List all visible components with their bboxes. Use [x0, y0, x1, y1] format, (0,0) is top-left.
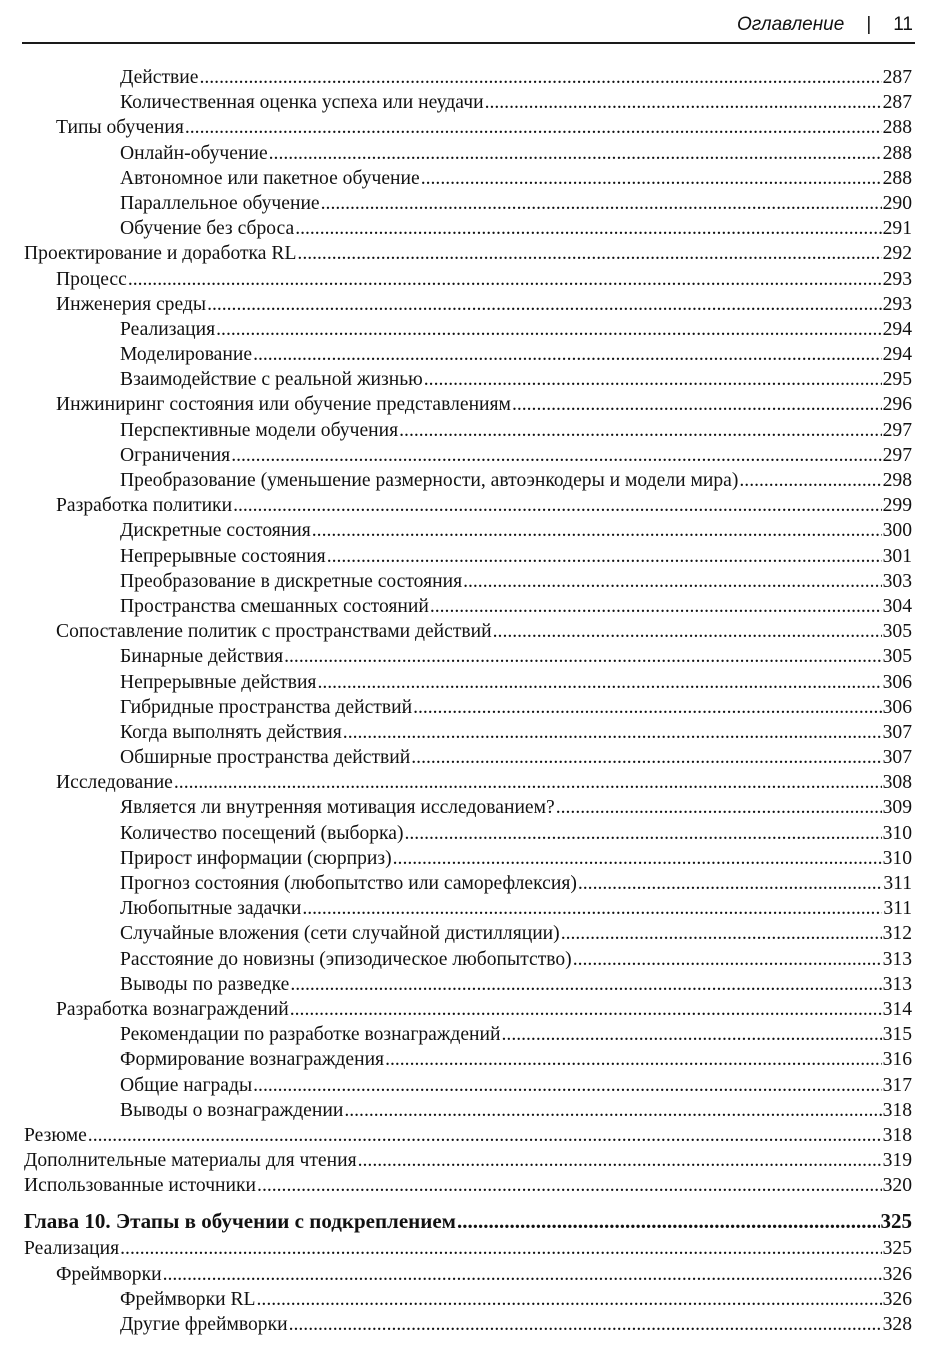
- toc-entry: [24, 342, 912, 367]
- dot-leader: [312, 518, 882, 543]
- toc-entry-label: Преобразование (уменьшение размерности, автоэнкодеры и модели мира): [120, 470, 739, 491]
- toc-entry-label: Параллельное обучение: [120, 192, 320, 214]
- toc-entry: [24, 166, 912, 191]
- toc-entry-page: 294: [882, 344, 912, 366]
- dot-leader: [556, 795, 882, 820]
- toc-entry: [24, 745, 912, 770]
- toc-entry-page: 307: [882, 747, 912, 769]
- toc-entry-page: 303: [882, 570, 912, 592]
- toc-entry-label: Является ли внутренняя мотивация исследованием?: [120, 797, 555, 819]
- toc-entry: [24, 619, 912, 644]
- toc-entry: [24, 1022, 912, 1047]
- toc-entry-page: 315: [882, 1024, 912, 1046]
- toc-entry-label: Фреймворки RL: [120, 1288, 256, 1310]
- toc-entry-label: Непрерывные состояния: [120, 545, 326, 567]
- toc-entry-label: Дискретные состояния: [120, 520, 311, 542]
- toc-entry-page: 287: [882, 67, 912, 88]
- dot-leader: [421, 166, 882, 191]
- dot-leader: [512, 392, 882, 417]
- toc-entry-page: 288: [882, 142, 912, 164]
- toc-entry: [24, 493, 912, 518]
- toc-entry-label: Процесс: [56, 268, 127, 290]
- toc-entry: [24, 141, 912, 166]
- dot-leader: [573, 947, 882, 972]
- toc-entry: [24, 896, 912, 921]
- dot-leader: [405, 821, 882, 846]
- toc-entry: [24, 468, 912, 493]
- toc-entry: [24, 544, 912, 569]
- toc-entry: [24, 997, 912, 1022]
- toc-entry-label: Выводы по разведке: [120, 973, 290, 995]
- dot-leader: [302, 896, 882, 921]
- toc-entry-page: 320: [882, 1175, 912, 1197]
- toc-entry: [24, 1287, 912, 1312]
- toc-entry-page: 291: [882, 218, 912, 240]
- toc-entry: [24, 670, 912, 695]
- chapter-title: Глава 10. Этапы в обучении с подкреплением: [24, 1209, 456, 1234]
- toc-entry-label: Моделирование: [120, 344, 253, 366]
- toc-entry-page: 309: [882, 797, 912, 819]
- toc-entry: [24, 115, 912, 140]
- dot-leader: [344, 1098, 881, 1123]
- dot-leader: [343, 720, 882, 745]
- table-of-contents: [24, 65, 912, 1337]
- toc-entry-page: 294: [882, 318, 912, 340]
- dot-leader: [493, 619, 882, 644]
- header-title: Оглавление: [736, 14, 845, 35]
- toc-entry-label: Обучение без сброса: [120, 218, 295, 240]
- toc-entry-label: Гибридные пространства действий: [120, 696, 413, 718]
- dot-leader: [485, 90, 882, 115]
- toc-entry: [24, 241, 912, 266]
- toc-entry-label: Пространства смешанных состояний: [120, 595, 429, 617]
- toc-entry: [24, 90, 912, 115]
- dot-leader: [430, 594, 882, 619]
- toc-entry: [24, 821, 912, 846]
- toc-entry: [24, 65, 912, 90]
- toc-entry-label: Непрерывные действия: [120, 671, 317, 693]
- toc-entry-label: Автономное или пакетное обучение: [120, 167, 420, 189]
- toc-entry-page: 325: [882, 1238, 912, 1260]
- dot-leader: [411, 745, 881, 770]
- toc-entry-page: 298: [882, 470, 912, 491]
- toc-entry: [24, 795, 912, 820]
- toc-entry-label: Резюме: [24, 1124, 87, 1146]
- toc-entry-page: 290: [882, 192, 912, 214]
- dot-leader: [163, 1262, 882, 1287]
- toc-entry-label: Случайные вложения (сети случайной дистилляции): [120, 923, 560, 945]
- toc-entry-page: 312: [882, 923, 912, 945]
- toc-entry: [24, 317, 912, 342]
- toc-entry-label: Использованные источники: [24, 1175, 257, 1197]
- toc-entry-page: 287: [882, 92, 912, 114]
- toc-entry-page: 306: [882, 696, 912, 718]
- toc-entry-page: 328: [882, 1314, 912, 1335]
- toc-entry-label: Сопоставление политик с пространствами действий: [56, 621, 492, 643]
- dot-leader: [424, 367, 882, 392]
- toc-entry-page: 313: [882, 948, 912, 970]
- toc-entry-page: 297: [882, 419, 912, 441]
- toc-entry-label: Любопытные задачки: [120, 898, 302, 920]
- toc-entry: [24, 569, 912, 594]
- toc-entry-label: Перспективные модели обучения: [120, 419, 399, 441]
- running-header: [22, 14, 915, 44]
- toc-entry: [24, 1047, 912, 1072]
- toc-entry-label: Фреймворки: [56, 1263, 162, 1285]
- toc-entry-label: Бинарные действия: [120, 646, 284, 668]
- toc-entry-label: Другие фреймворки: [120, 1314, 288, 1335]
- dot-leader: [561, 921, 882, 946]
- chapter-page: 325: [880, 1209, 912, 1234]
- dot-leader: [578, 871, 882, 896]
- dot-leader: [185, 115, 882, 140]
- toc-entry-label: Реализация: [120, 318, 216, 340]
- dot-leader: [290, 997, 882, 1022]
- toc-entry-page: 314: [882, 998, 912, 1020]
- toc-entry: [24, 770, 912, 795]
- toc-entry: [24, 443, 912, 468]
- toc-entry-label: Дополнительные материалы для чтения: [24, 1150, 357, 1172]
- toc-entry: [24, 846, 912, 871]
- toc-entry: [24, 1073, 912, 1098]
- toc-entry: [24, 594, 912, 619]
- toc-entry-label: Инжиниринг состояния или обучение представлениям: [56, 394, 511, 416]
- dot-leader: [393, 846, 882, 871]
- toc-entry: [24, 1098, 912, 1123]
- toc-entry-page: 317: [882, 1074, 912, 1096]
- toc-entry-page: 318: [882, 1099, 912, 1121]
- toc-entry: [24, 1173, 912, 1198]
- toc-entry-page: 299: [882, 495, 912, 517]
- dot-leader: [174, 770, 882, 795]
- chapter-heading: [24, 1209, 912, 1236]
- toc-entry: [24, 695, 912, 720]
- toc-entry-label: Когда выполнять действия: [120, 721, 342, 743]
- header-separator: |: [866, 14, 872, 35]
- dot-leader: [253, 342, 882, 367]
- toc-entry-label: Рекомендации по разработке вознаграждений: [120, 1024, 501, 1046]
- toc-entry-page: 295: [882, 369, 912, 391]
- toc-entry-label: Ограничения: [120, 444, 231, 466]
- toc-entry-page: 305: [882, 621, 912, 643]
- dot-leader: [231, 443, 881, 468]
- dot-leader: [321, 191, 882, 216]
- toc-entry-label: Выводы о вознаграждении: [120, 1099, 344, 1121]
- dot-leader: [216, 317, 881, 342]
- toc-entry: [24, 644, 912, 669]
- dot-leader: [289, 1312, 882, 1337]
- toc-entry-label: Прогноз состояния (любопытство или саморефлексия): [120, 873, 577, 894]
- toc-entry-label: Обширные пространства действий: [120, 747, 411, 769]
- toc-entry-label: Преобразование в дискретные состояния: [120, 570, 463, 592]
- toc-entry-label: Инженерия среды: [56, 293, 207, 315]
- toc-entry-page: 300: [882, 520, 912, 542]
- dot-leader: [120, 1236, 881, 1261]
- dot-leader: [463, 569, 882, 594]
- dot-leader: [358, 1148, 882, 1173]
- dot-leader: [207, 292, 882, 317]
- dot-leader: [88, 1123, 882, 1148]
- toc-entry: [24, 292, 912, 317]
- toc-entry-label: Действие: [120, 67, 199, 88]
- dot-leader: [502, 1022, 882, 1047]
- toc-entry: [24, 921, 912, 946]
- toc-entry-page: 297: [882, 444, 912, 466]
- dot-leader: [413, 695, 882, 720]
- header-page-number: 11: [893, 14, 913, 35]
- toc-entry-label: Типы обучения: [56, 117, 184, 139]
- dot-leader: [199, 65, 881, 90]
- toc-entry: [24, 392, 912, 417]
- toc-entry: [24, 367, 912, 392]
- dot-leader: [128, 267, 882, 292]
- toc-entry-page: 306: [882, 671, 912, 693]
- toc-entry-label: Общие награды: [120, 1074, 253, 1096]
- toc-entry-label: Количественная оценка успеха или неудачи: [120, 92, 484, 114]
- toc-entry-label: Взаимодействие с реальной жизнью: [120, 369, 423, 391]
- toc-entry-page: 293: [882, 293, 912, 315]
- toc-entry: [24, 871, 912, 896]
- toc-entry-label: Расстояние до новизны (эпизодическое любопытство): [120, 948, 572, 970]
- toc-entry: [24, 947, 912, 972]
- toc-entry-label: Разработка политики: [56, 495, 233, 517]
- toc-entry-page: 307: [882, 721, 912, 743]
- dot-leader: [327, 544, 882, 569]
- toc-entry-label: Онлайн-обучение: [120, 142, 268, 164]
- toc-entry-label: Прирост информации (сюрприз): [120, 847, 392, 869]
- dot-leader: [253, 1073, 881, 1098]
- toc-entry: [24, 1123, 912, 1148]
- dot-leader: [317, 670, 881, 695]
- toc-entry-label: Формирование вознаграждения: [120, 1049, 385, 1071]
- toc-entry-label: Разработка вознаграждений: [56, 998, 289, 1020]
- toc-entry: [24, 972, 912, 997]
- toc-entry-page: 313: [882, 973, 912, 995]
- toc-entry-page: 308: [882, 772, 912, 794]
- toc-entry-page: 288: [882, 117, 912, 139]
- toc-entry-label: Проектирование и доработка RL: [24, 243, 297, 265]
- dot-leader: [257, 1287, 882, 1312]
- toc-entry: [24, 518, 912, 543]
- toc-entry-page: 311: [883, 898, 912, 920]
- dot-leader: [295, 216, 881, 241]
- dot-leader: [297, 241, 881, 266]
- toc-entry-page: 318: [882, 1124, 912, 1146]
- toc-entry-label: Количество посещений (выборка): [120, 822, 404, 844]
- dot-leader: [284, 644, 881, 669]
- toc-entry: [24, 191, 912, 216]
- dot-leader: [269, 141, 882, 166]
- toc-entry-label: Исследование: [56, 772, 173, 794]
- toc-entry: [24, 418, 912, 443]
- toc-entry-page: 326: [882, 1263, 912, 1285]
- dot-leader: [739, 468, 881, 493]
- toc-entry: [24, 216, 912, 241]
- toc-entry: [24, 1262, 912, 1287]
- toc-entry-label: Реализация: [24, 1238, 120, 1260]
- toc-entry-page: 311: [883, 873, 912, 894]
- toc-entry: [24, 1312, 912, 1337]
- toc-entry: [24, 1236, 912, 1261]
- toc-entry: [24, 267, 912, 292]
- dot-leader: [233, 493, 882, 518]
- dot-leader: [385, 1047, 882, 1072]
- toc-entry-page: 310: [882, 847, 912, 869]
- toc-entry: [24, 720, 912, 745]
- toc-entry-page: 310: [882, 822, 912, 844]
- dot-leader: [457, 1209, 880, 1234]
- toc-entry-page: 292: [882, 243, 912, 265]
- dot-leader: [290, 972, 881, 997]
- toc-entry-page: 316: [882, 1049, 912, 1071]
- toc-entry: [24, 1148, 912, 1173]
- toc-entry-page: 304: [882, 595, 912, 617]
- toc-entry-page: 319: [882, 1150, 912, 1172]
- dot-leader: [257, 1173, 882, 1198]
- toc-entry-page: 301: [882, 545, 912, 567]
- toc-entry-page: 296: [882, 394, 912, 416]
- dot-leader: [399, 418, 881, 443]
- toc-entry-page: 305: [882, 646, 912, 668]
- toc-entry-page: 326: [882, 1288, 912, 1310]
- toc-entry-page: 288: [882, 167, 912, 189]
- toc-entry-page: 293: [882, 268, 912, 290]
